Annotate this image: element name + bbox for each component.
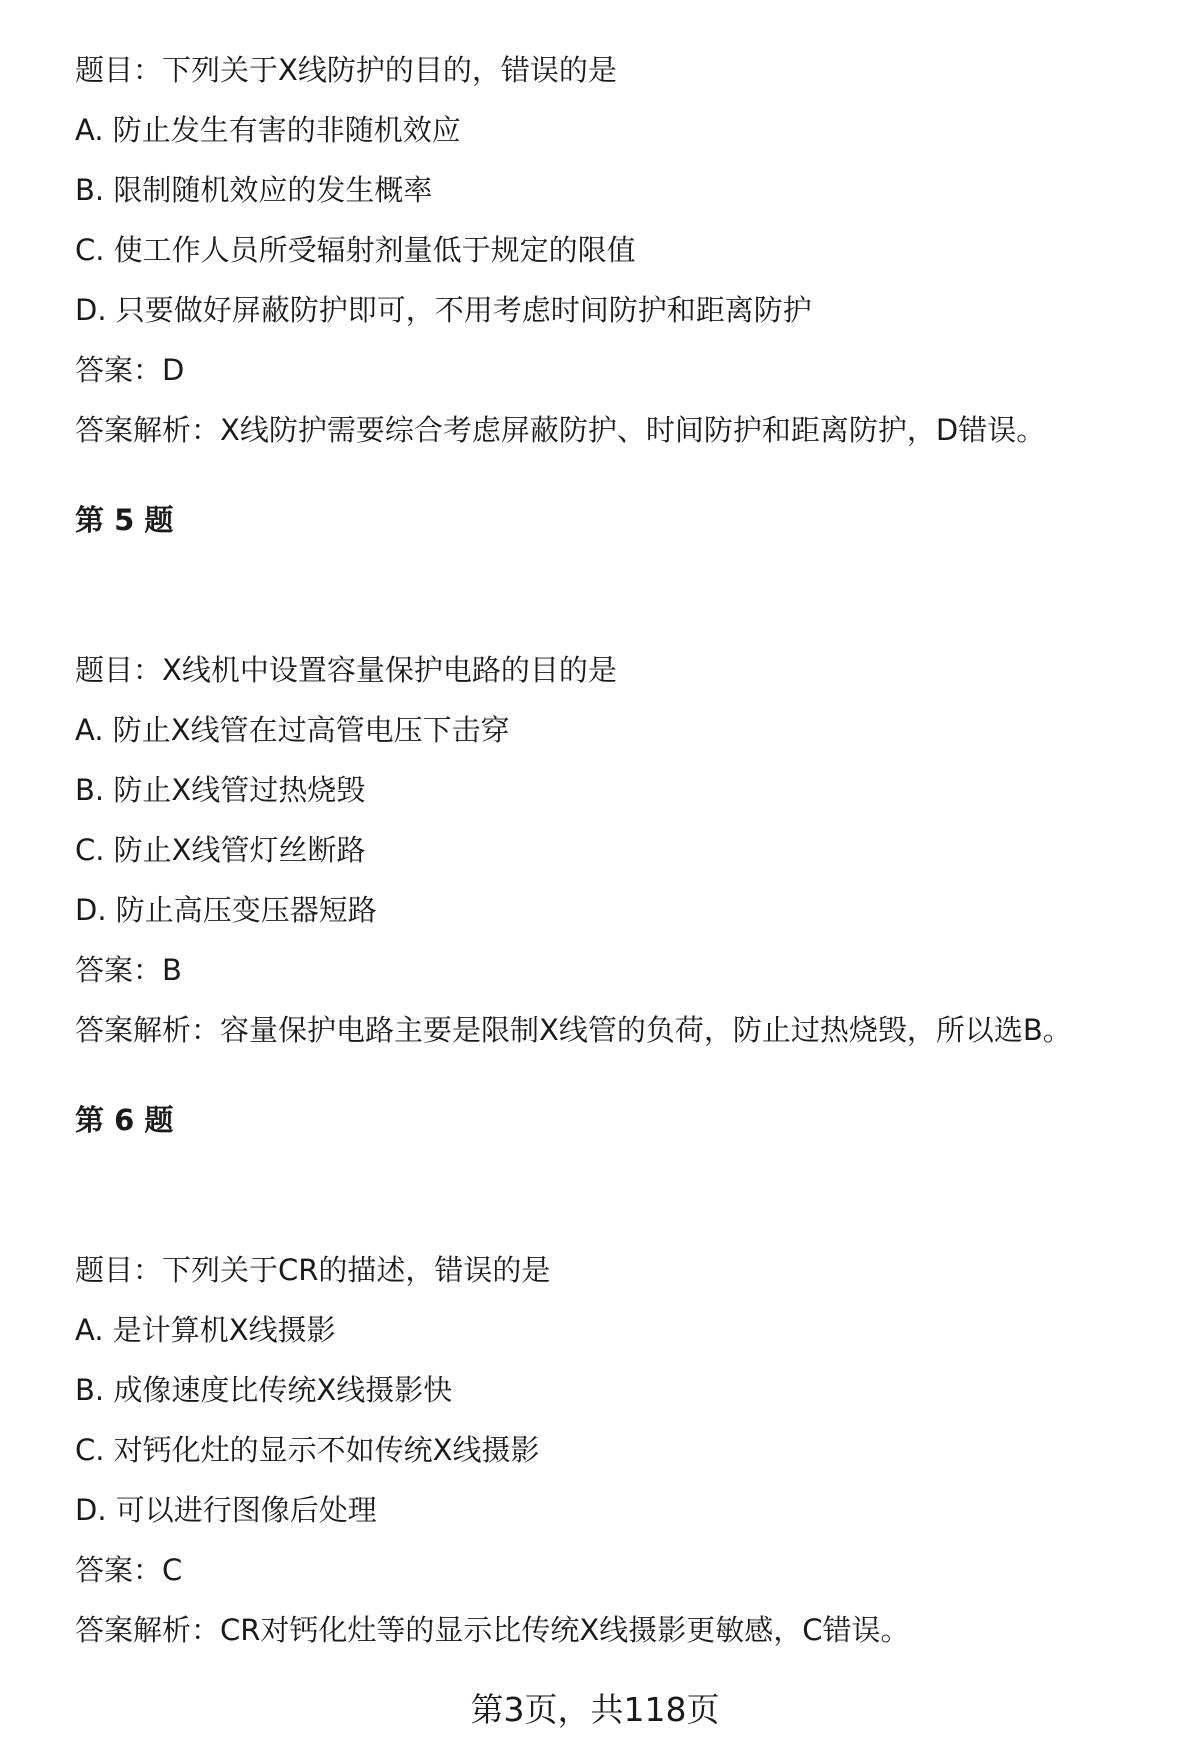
question-6-heading: 第 6 题 (75, 1103, 174, 1137)
question-6-option-c: C. 对钙化灶的显示不如传统X线摄影 (75, 1433, 540, 1467)
question-4-option-c: C. 使工作人员所受辐射剂量低于规定的限值 (75, 233, 636, 267)
question-6-option-b: B. 成像速度比传统X线摄影快 (75, 1373, 453, 1407)
question-6-option-d: D. 可以进行图像后处理 (75, 1493, 377, 1527)
question-5-stem: 题目：X线机中设置容量保护电路的目的是 (75, 653, 617, 687)
question-6-option-a: A. 是计算机X线摄影 (75, 1313, 336, 1347)
question-5-option-c: C. 防止X线管灯丝断路 (75, 833, 366, 867)
question-5-heading: 第 5 题 (75, 503, 174, 537)
question-6-answer: 答案：C (75, 1553, 183, 1587)
question-6-explanation: 答案解析：CR对钙化灶等的显示比传统X线摄影更敏感，C错误。 (75, 1613, 910, 1647)
question-4-option-b: B. 限制随机效应的发生概率 (75, 173, 433, 207)
question-5-answer: 答案：B (75, 953, 182, 987)
question-6-stem: 题目：下列关于CR的描述，错误的是 (75, 1253, 551, 1287)
question-5-option-d: D. 防止高压变压器短路 (75, 893, 377, 927)
question-4-stem: 题目：下列关于X线防护的目的，错误的是 (75, 53, 617, 87)
question-4-option-d: D. 只要做好屏蔽防护即可，不用考虑时间防护和距离防护 (75, 293, 812, 327)
question-4-option-a: A. 防止发生有害的非随机效应 (75, 113, 461, 147)
question-5-option-b: B. 防止X线管过热烧毁 (75, 773, 366, 807)
question-4-answer: 答案：D (75, 353, 185, 387)
page-number: 第3页，共118页 (470, 1690, 720, 1729)
question-5-option-a: A. 防止X线管在过高管电压下击穿 (75, 713, 510, 747)
question-4-explanation: 答案解析：X线防护需要综合考虑屏蔽防护、时间防护和距离防护，D错误。 (75, 413, 1046, 447)
question-5-explanation: 答案解析：容量保护电路主要是限制X线管的负荷，防止过热烧毁，所以选B。 (75, 1013, 1072, 1047)
